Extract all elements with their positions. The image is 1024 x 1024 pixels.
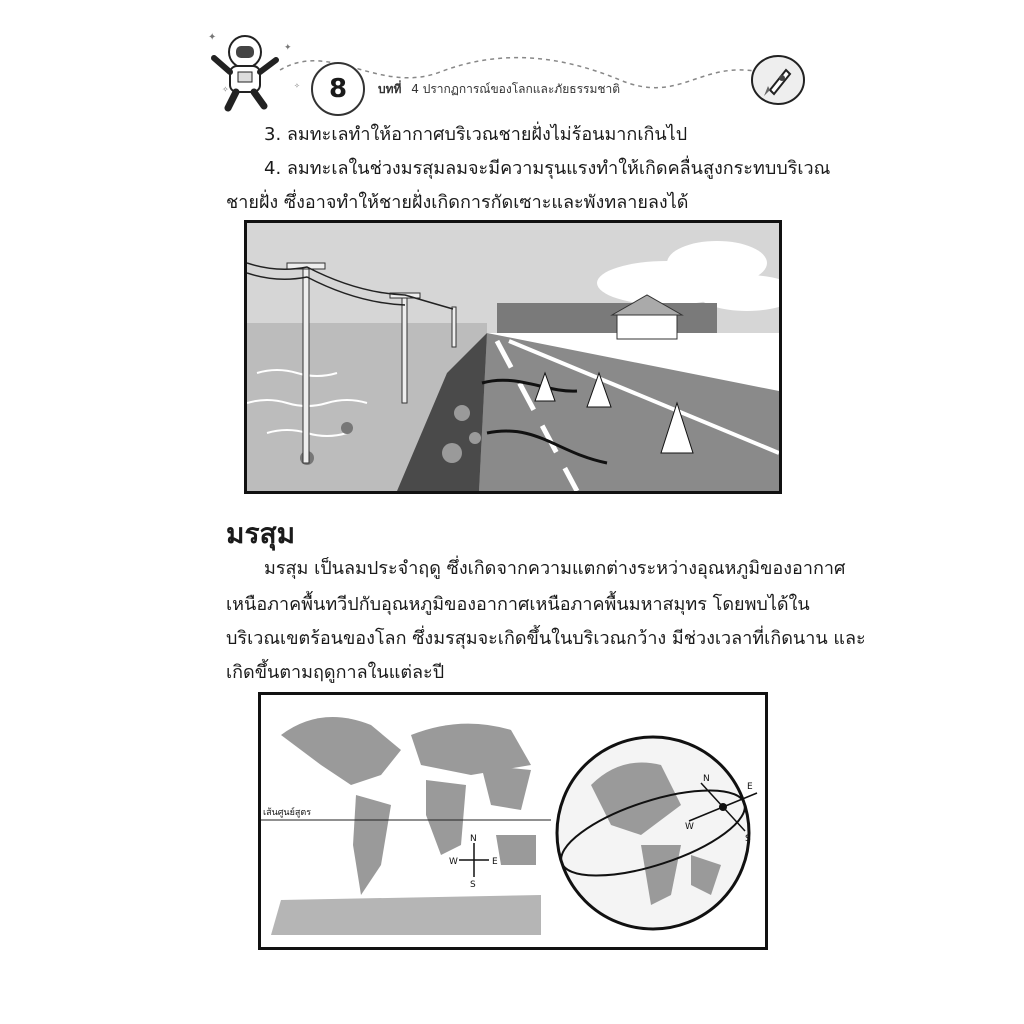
globe-compass-e: E [747,782,753,792]
svg-text:✧: ✧ [294,82,300,90]
globe-compass-w: W [685,822,694,832]
chapter-label [378,80,620,99]
svg-text:✦: ✦ [284,43,292,53]
page-number: 8 [311,62,365,116]
globe-compass-n: N [703,774,710,784]
map-compass-n: N [470,834,477,844]
chapter-prefix: บทที่ [378,82,402,96]
section-title: มรสุม [226,517,296,550]
chapter-title: ปรากฏการณ์ของโลกและภัยธรรมชาติ [422,82,621,96]
svg-text:✦: ✦ [208,32,217,43]
svg-text:✧: ✧ [222,85,229,94]
monsoon-paragraph-line-1: มรสุม เป็นลมประจำฤดู ซึ่งเกิดจากความแตกต่างระหว่างอุณหภูมิของอากาศ [264,558,846,579]
intro-item-4: 4. ลมทะเลในช่วงมรสุมลมจะมีความรุนแรงทำให้เกิดคลื่นสูงกระทบบริเวณ [264,158,831,179]
coastal-erosion-illustration [244,220,782,494]
world-map-illustration [258,692,768,950]
intro-item-3: 3. ลมทะเลทำให้อากาศบริเวณชายฝั่งไม่ร้อนมากเกินไป [264,124,688,145]
rocket-icon [748,50,808,110]
map-compass-s: S [470,880,476,890]
dashed-trail-decoration [0,0,1024,120]
page-header [0,0,1024,120]
coastal-erosion-drawing [247,223,779,491]
monsoon-paragraph-line-4: เกิดขึ้นตามฤดูกาลในแต่ละปี [226,662,445,683]
world-map-drawing [261,695,765,947]
chapter-number: 4 [411,82,419,96]
globe-compass-s: S [745,834,751,844]
intro-item-4-continued: ชายฝั่ง ซึ่งอาจทำให้ชายฝั่งเกิดการกัดเซาะและพังทลายลงได้ [226,192,689,213]
map-compass-w: W [449,857,458,867]
monsoon-paragraph-line-3: บริเวณเขตร้อนของโลก ซึ่งมรสุมจะเกิดขึ้นในบริเวณกว้าง มีช่วงเวลาที่เกิดนาน และ [226,628,866,649]
map-compass-e: E [492,857,498,867]
equator-label: เส้นศูนย์สูตร [263,808,312,818]
astronaut-icon [200,22,290,112]
monsoon-paragraph-line-2: เหนือภาคพื้นทวีปกับอุณหภูมิของอากาศเหนือภาคพื้นมหาสมุทร โดยพบได้ใน [226,594,810,615]
